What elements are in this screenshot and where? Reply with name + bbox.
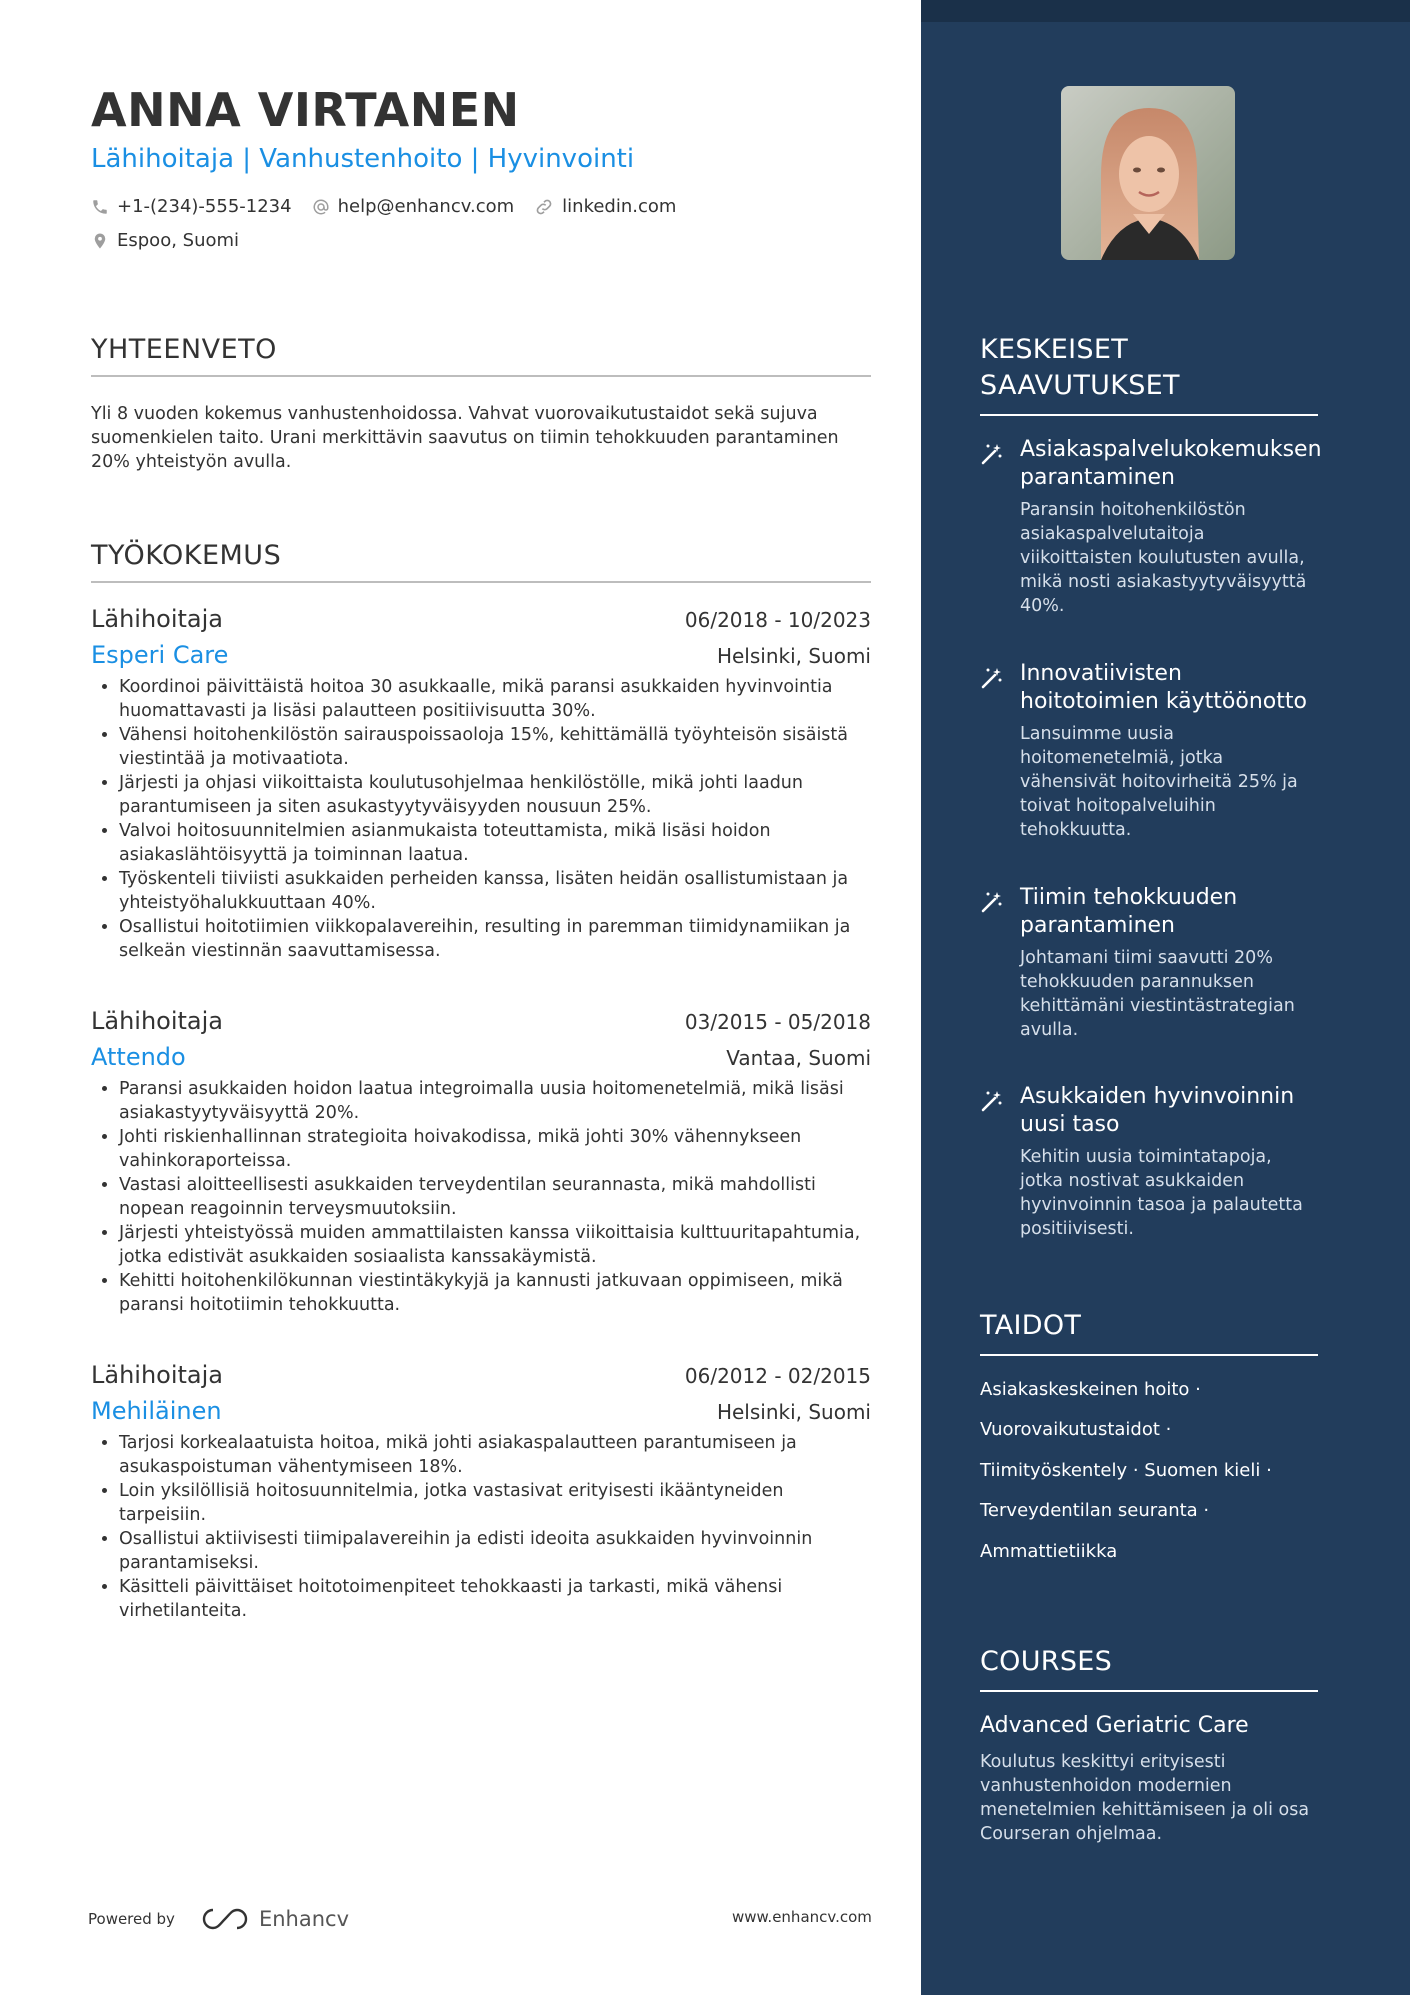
contact-row-2 bbox=[91, 230, 259, 251]
at-icon bbox=[312, 198, 330, 216]
location-pin-icon bbox=[91, 231, 109, 251]
enhancv-logo-icon bbox=[201, 1906, 249, 1932]
achievement-desc: Johtamani tiimi saavutti 20% tehokkuuden parannuksen kehittämäni viestintästrategian avulla. bbox=[1020, 948, 1295, 1040]
courses-heading: COURSES bbox=[980, 1644, 1318, 1692]
job-bullet: • Valvoi hoitosuunnitelmien asianmukaista toteuttamista, mikä lisäsi hoidon asiakaslähtöisyyttä ja toiminnan laatua. bbox=[119, 819, 871, 867]
job-bullet: • Järjesti yhteistyössä muiden ammattilaisten kanssa viikoittaisia kulttuuritapahtumia, jotka edistivät asukkaiden sosiaalista kanssakäymistä. bbox=[119, 1221, 871, 1269]
skill-item: Asiakaskeskeinen hoito · bbox=[980, 1379, 1201, 1400]
skill-item: Vuorovaikutustaidot · bbox=[980, 1419, 1172, 1440]
magic-wand-icon bbox=[980, 890, 1004, 914]
achievements-heading: KESKEISET SAAVUTUKSET bbox=[980, 332, 1318, 416]
magic-wand-icon bbox=[980, 442, 1004, 466]
job-bullet: • Osallistui aktiivisesti tiimipalavereihin ja edisti ideoita asukkaiden hyvinvoinnin parantamiseksi. bbox=[119, 1527, 871, 1575]
job-dates: 06/2012 - 02/2015 bbox=[684, 1364, 871, 1388]
achievement-item bbox=[980, 660, 1320, 842]
job-dates: 06/2018 - 10/2023 bbox=[684, 608, 871, 632]
linkedin-text: linkedin.com bbox=[562, 196, 677, 217]
job-role: Lähihoitaja bbox=[91, 1361, 224, 1389]
brand-text: Enhancv bbox=[258, 1907, 349, 1931]
job-entry bbox=[91, 1361, 871, 1623]
contact-location bbox=[91, 230, 239, 251]
job-bullet: • Käsitteli päivittäiset hoitotoimenpiteet tehokkaasti ja tarkasti, mikä vähensi virhetilanteita. bbox=[119, 1575, 871, 1623]
job-location: Vantaa, Suomi bbox=[726, 1046, 871, 1070]
job-bullet: • Kehitti hoitohenkilökunnan viestintäkykyjä ja kannusti jatkuvaan oppimiseen, mikä paransi hoitotiimin tehokkuutta. bbox=[119, 1269, 871, 1317]
job-bullet: • Järjesti ja ohjasi viikoittaista koulutusohjelmaa henkilöstölle, mikä johti laadun parantumiseen ja siten asukastyytyväisyyden nousuun 25%. bbox=[119, 771, 871, 819]
job-bullet: • Vähensi hoitohenkilöstön sairauspoissaoloja 15%, kehittämällä työyhteisön sisäistä viestintää ja motivaatiota. bbox=[119, 723, 871, 771]
job-entry bbox=[91, 605, 871, 963]
achievement-desc: Lansuimme uusia hoitomenetelmiä, jotka vähensivät hoitovirheitä 25% ja toivat hoitopalveluihin tehokkuutta. bbox=[1020, 724, 1298, 840]
location-text: Espoo, Suomi bbox=[117, 230, 240, 251]
link-icon bbox=[534, 197, 554, 217]
sidebar-topbar bbox=[921, 0, 1410, 22]
job-bullet: • Tarjosi korkealaatuista hoitoa, mikä johti asiakaspalautteen parantumiseen ja asukaspoistuman vähentymiseen 18%. bbox=[119, 1431, 871, 1479]
achievement-title: Tiimin tehokkuuden parantaminen bbox=[1020, 885, 1238, 938]
achievement-item bbox=[980, 1083, 1320, 1241]
phone-text: +1-(234)-555-1234 bbox=[117, 196, 292, 217]
job-bullet: • Työskenteli tiiviisti asukkaiden perheiden kanssa, lisäten heidän osallistumistaan ja yhteistyöhalukkuuttaan 40%. bbox=[119, 867, 871, 915]
contact-phone bbox=[91, 196, 292, 217]
job-company: Attendo bbox=[91, 1043, 186, 1071]
achievement-item bbox=[980, 884, 1320, 1042]
summary-text: Yli 8 vuoden kokemus vanhustenhoidossa. Vahvat vuorovaikutustaidot sekä sujuva suomenkielen taito. Urani merkittävin saavutus on tiimin tehokkuuden parantaminen 20% yhteistyön avulla. bbox=[91, 404, 839, 472]
candidate-title: Lähihoitaja | Vanhustenhoito | Hyvinvointi bbox=[91, 144, 635, 174]
skills-heading: TAIDOT bbox=[980, 1308, 1318, 1356]
job-location: Helsinki, Suomi bbox=[716, 1400, 871, 1424]
job-company: Mehiläinen bbox=[91, 1397, 222, 1425]
achievement-desc: Paransin hoitohenkilöstön asiakaspalvelutaitoja viikoittaisten koulutusten avulla, mikä nosti asiakastyytyväisyyttä 40%. bbox=[1020, 500, 1307, 616]
experience-heading: TYÖKOKEMUS bbox=[91, 540, 871, 583]
job-bullet: • Loin yksilöllisiä hoitosuunnitelmia, jotka vastasivat erityisesti ikääntyneiden tarpeisiin. bbox=[119, 1479, 871, 1527]
skill-item: Tiimityöskentely · Suomen kieli · bbox=[980, 1460, 1272, 1481]
skill-item: Ammattietiikka bbox=[980, 1541, 1118, 1562]
job-role: Lähihoitaja bbox=[91, 605, 224, 633]
contact-email[interactable] bbox=[312, 196, 515, 217]
achievement-title: Innovatiivisten hoitotoimien käyttöönotto bbox=[1020, 661, 1307, 714]
magic-wand-icon bbox=[980, 1089, 1004, 1113]
job-location: Helsinki, Suomi bbox=[716, 644, 871, 668]
candidate-name: ANNA VIRTANEN bbox=[91, 83, 520, 137]
course-title: Advanced Geriatric Care bbox=[980, 1713, 1249, 1738]
achievement-title: Asiakaspalvelukokemuksen parantaminen bbox=[1020, 437, 1322, 490]
job-bullet: • Paransi asukkaiden hoidon laatua integroimalla uusia hoitomenetelmiä, mikä lisäsi asiakastyytyväisyyttä 20%. bbox=[119, 1077, 871, 1125]
job-company: Esperi Care bbox=[91, 641, 229, 669]
job-bullets bbox=[91, 1431, 871, 1623]
phone-icon bbox=[91, 198, 109, 216]
job-role: Lähihoitaja bbox=[91, 1007, 224, 1035]
magic-wand-icon bbox=[980, 666, 1004, 690]
contact-row bbox=[91, 196, 696, 217]
job-bullets bbox=[91, 675, 871, 963]
job-bullet: • Koordinoi päivittäistä hoitoa 30 asukkaalle, mikä paransi asukkaiden hyvinvointia huomattavasti ja lisäsi palautteen positiivisuutta 30%. bbox=[119, 675, 871, 723]
summary-heading: YHTEENVETO bbox=[91, 334, 871, 377]
job-bullets bbox=[91, 1077, 871, 1317]
achievement-item bbox=[980, 436, 1320, 618]
job-bullet: • Johti riskienhallinnan strategioita hoivakodissa, mikä johti 30% vähennykseen vahinkoraporteissa. bbox=[119, 1125, 871, 1173]
powered-by-text: Powered by bbox=[88, 1910, 175, 1928]
footer-url[interactable]: www.enhancv.com bbox=[732, 1908, 872, 1926]
footer-powered bbox=[88, 1906, 349, 1932]
skill-item: Terveydentilan seuranta · bbox=[980, 1500, 1210, 1521]
achievement-title: Asukkaiden hyvinvoinnin uusi taso bbox=[1020, 1084, 1295, 1137]
achievement-desc: Kehitin uusia toimintatapoja, jotka nostivat asukkaiden hyvinvoinnin tasoa ja palautetta positiivisesti. bbox=[1020, 1147, 1303, 1239]
email-text: help@enhancv.com bbox=[337, 196, 515, 217]
contact-linkedin[interactable] bbox=[534, 196, 676, 217]
job-bullet: • Vastasi aloitteellisesti asukkaiden terveydentilan seurannasta, mikä mahdollisti nopean reagoinnin terveysmuutoksiin. bbox=[119, 1173, 871, 1221]
profile-photo bbox=[1061, 86, 1235, 260]
course-desc: Koulutus keskittyi erityisesti vanhustenhoidon modernien menetelmien kehittämiseen ja oli osa Courseran ohjelmaa. bbox=[980, 1752, 1310, 1844]
job-bullet: • Osallistui hoitotiimien viikkopalavereihin, resulting in paremman tiimidynamiikan ja selkeän viestinnän saavuttamisessa. bbox=[119, 915, 871, 963]
job-dates: 03/2015 - 05/2018 bbox=[684, 1010, 871, 1034]
job-entry bbox=[91, 1007, 871, 1317]
